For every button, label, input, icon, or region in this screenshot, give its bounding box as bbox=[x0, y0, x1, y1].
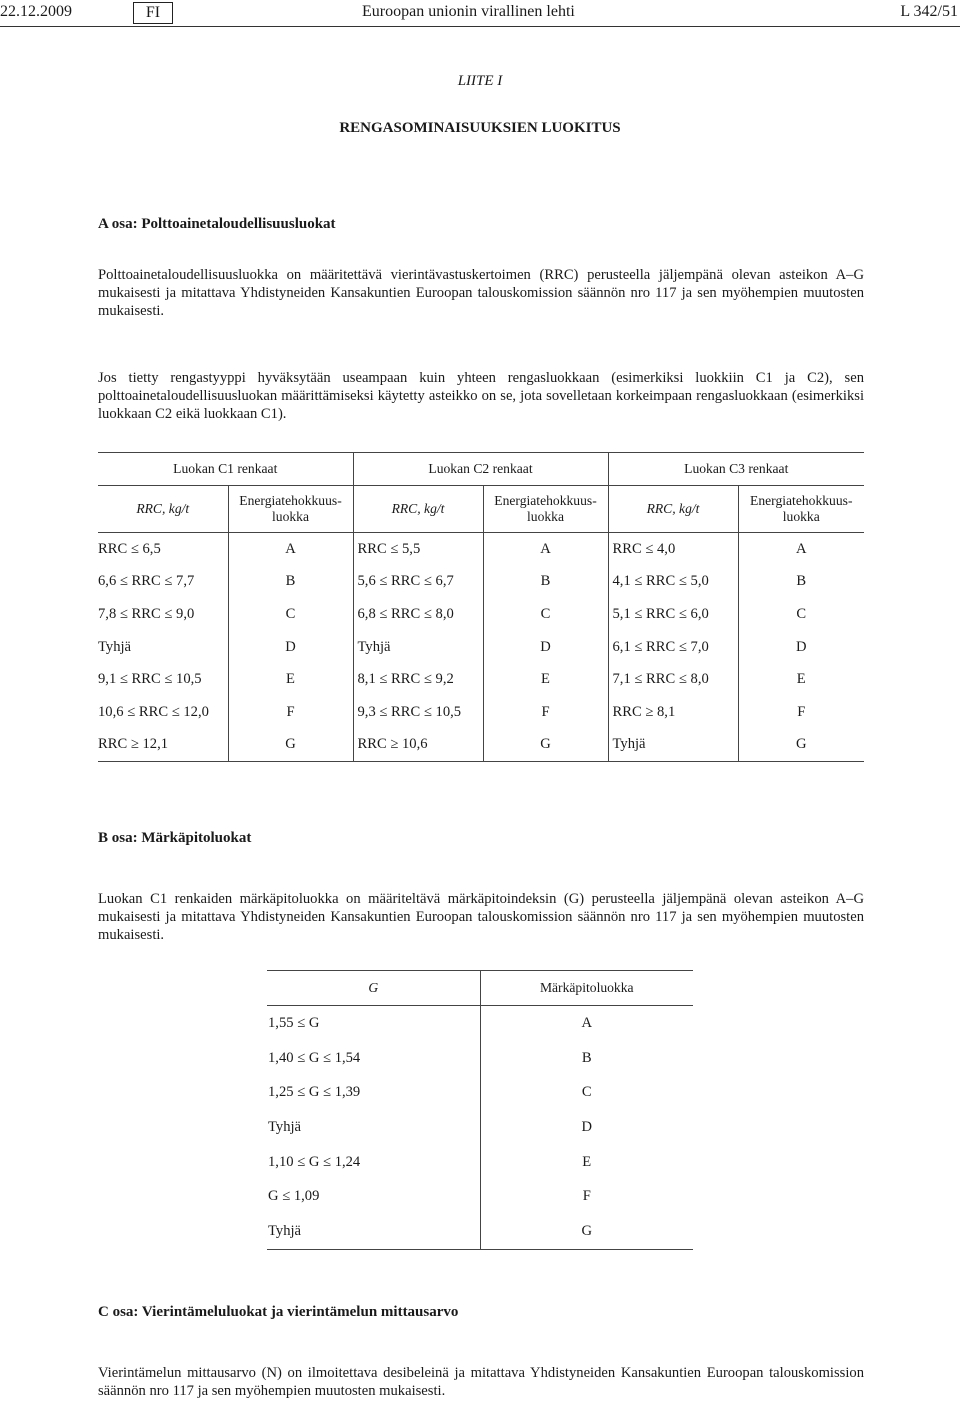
g-range-cell: 1,25 ≤ G ≤ 1,39 bbox=[268, 1084, 361, 1101]
rrc-range-cell: Tyhjä bbox=[98, 638, 132, 655]
energy-class-column-header: Energiatehokkuusluokka bbox=[228, 486, 353, 533]
part-c-paragraph: Vierintämelun mittausarvo (N) on ilmoitettava desibeleinä ja mitattava Yhdistyneiden Kansakuntien Euroopan talouskomission säännön nro 117 ja sen myöhempien muutosten mukaisesti. bbox=[98, 1365, 864, 1399]
rrc-range-cell: 8,1 ≤ RRC ≤ 9,2 bbox=[353, 663, 483, 696]
energy-class-cell: D bbox=[228, 631, 353, 664]
energy-class-cell: C bbox=[228, 598, 353, 631]
energy-class-cell: D bbox=[738, 631, 864, 664]
header-journal-title: Euroopan unionin virallinen lehti bbox=[362, 3, 575, 20]
document-title: RENGASOMINAISUUKSIEN LUOKITUS bbox=[339, 120, 621, 136]
wet-grip-class-cell: C bbox=[480, 1075, 693, 1110]
energy-class-cell: E bbox=[483, 663, 608, 696]
part-b-heading: B osa: Märkäpitoluokat bbox=[98, 830, 252, 846]
rrc-range-cell: 6,8 ≤ RRC ≤ 8,0 bbox=[353, 598, 483, 631]
g-range-cell: Tyhjä bbox=[267, 1214, 480, 1249]
rrc-range-cell: 9,1 ≤ RRC ≤ 10,5 bbox=[98, 671, 202, 688]
rrc-range-cell: 5,1 ≤ RRC ≤ 6,0 bbox=[608, 598, 738, 631]
table-row bbox=[267, 1214, 693, 1249]
energy-class-cell: F bbox=[228, 696, 353, 729]
wet-grip-class-cell: F bbox=[480, 1179, 693, 1214]
rrc-range-cell: RRC ≥ 12,1 bbox=[98, 729, 228, 762]
table-row bbox=[98, 696, 864, 729]
g-range-cell: G ≤ 1,09 bbox=[268, 1188, 320, 1205]
energy-class-cell: E bbox=[738, 663, 864, 696]
table-row bbox=[267, 1110, 693, 1145]
wet-grip-class-cell: D bbox=[480, 1110, 693, 1145]
table-row bbox=[267, 1075, 693, 1110]
rrc-range-cell: 6,1 ≤ RRC ≤ 7,0 bbox=[608, 631, 738, 664]
energy-class-cell: G bbox=[483, 729, 608, 762]
table-row bbox=[267, 1006, 693, 1041]
energy-class-cell: B bbox=[228, 566, 353, 599]
energy-class-column-header: Energiatehokkuusluokka bbox=[483, 486, 608, 533]
wet-grip-class-cell: E bbox=[480, 1145, 693, 1180]
wet-grip-class-cell: B bbox=[480, 1041, 693, 1076]
g-column-header: G bbox=[267, 971, 480, 1006]
part-c-heading: C osa: Vierintämeluluokat ja vierintämelun mittausarvo bbox=[98, 1304, 459, 1320]
rrc-column-header: RRC, kg/t bbox=[608, 486, 738, 533]
rrc-range-cell: Tyhjä bbox=[608, 729, 738, 762]
part-b-paragraph: Luokan C1 renkaiden märkäpitoluokka on määriteltävä märkäpitoindeksin (G) perusteella jäljempänä olevan asteikon A–G mukaisesti ja mitattava Yhdistyneiden Kansakuntien Euroopan talouskomission säännön nro 117 ja sen myöhempien muutosten mukaisesti. bbox=[98, 891, 864, 943]
wet-grip-class-column-header: Märkäpitoluokka bbox=[480, 971, 693, 1006]
table-row bbox=[267, 1041, 693, 1076]
wet-grip-class-cell: A bbox=[480, 1006, 693, 1041]
wet-grip-class-cell: G bbox=[480, 1214, 693, 1249]
group-c2-header: Luokan C2 renkaat bbox=[353, 453, 608, 486]
energy-class-cell: D bbox=[483, 631, 608, 664]
rrc-range-cell: RRC ≥ 8,1 bbox=[608, 696, 738, 729]
energy-class-cell: C bbox=[738, 598, 864, 631]
annex-label: LIITE I bbox=[457, 73, 503, 89]
rrc-range-cell: 4,1 ≤ RRC ≤ 5,0 bbox=[608, 566, 738, 599]
rrc-range-cell: RRC ≤ 6,5 bbox=[98, 540, 161, 557]
table-row bbox=[98, 533, 864, 566]
rrc-range-cell: RRC ≤ 4,0 bbox=[608, 533, 738, 566]
energy-class-cell: E bbox=[228, 663, 353, 696]
rrc-range-cell: 5,6 ≤ RRC ≤ 6,7 bbox=[353, 566, 483, 599]
table-row bbox=[267, 1145, 693, 1180]
rrc-class-table bbox=[98, 452, 864, 762]
energy-class-cell: F bbox=[483, 696, 608, 729]
header-language-box: FI bbox=[133, 2, 173, 24]
header-rule bbox=[0, 26, 960, 27]
energy-class-column-header: Energiatehokkuusluokka bbox=[738, 486, 864, 533]
energy-class-cell: G bbox=[738, 729, 864, 762]
g-range-cell: 1,40 ≤ G ≤ 1,54 bbox=[268, 1049, 361, 1066]
group-c1-header: Luokan C1 renkaat bbox=[98, 453, 353, 486]
header-page-number: L 342/51 bbox=[900, 3, 958, 20]
energy-class-cell: G bbox=[228, 729, 353, 762]
table-row bbox=[98, 598, 864, 631]
rrc-range-cell: 9,3 ≤ RRC ≤ 10,5 bbox=[353, 696, 483, 729]
rrc-range-cell: 7,1 ≤ RRC ≤ 8,0 bbox=[608, 663, 738, 696]
energy-class-cell: B bbox=[483, 566, 608, 599]
table-row bbox=[98, 729, 864, 762]
g-range-cell: Tyhjä bbox=[268, 1118, 302, 1135]
table-row bbox=[267, 1179, 693, 1214]
group-c3-header: Luokan C3 renkaat bbox=[608, 453, 864, 486]
rrc-column-header: RRC, kg/t bbox=[353, 486, 483, 533]
rrc-range-cell: 7,8 ≤ RRC ≤ 9,0 bbox=[98, 605, 195, 622]
g-range-cell: 1,55 ≤ G bbox=[268, 1014, 320, 1031]
part-a-paragraph-2: Jos tietty rengastyyppi hyväksytään useampaan kuin yhteen rengasluokkaan (esimerkiksi luokkiin C1 ja C2), sen polttoainetaloudellisuusluokan määrittämiseksi käytetty asteikko on se, jota sovelletaan korkeimpaan rengasluokkaan (esimerkiksi luokkaan C2 eikä luokkaan C1). bbox=[98, 370, 864, 422]
energy-class-cell: A bbox=[483, 533, 608, 566]
rrc-range-cell: RRC ≥ 10,6 bbox=[353, 729, 483, 762]
rrc-range-cell: RRC ≤ 5,5 bbox=[353, 533, 483, 566]
table-row bbox=[98, 566, 864, 599]
rrc-column-header: RRC, kg/t bbox=[98, 486, 228, 533]
table-row bbox=[98, 663, 864, 696]
energy-class-cell: B bbox=[738, 566, 864, 599]
energy-class-cell: A bbox=[738, 533, 864, 566]
energy-class-cell: A bbox=[228, 533, 353, 566]
page-header bbox=[0, 3, 960, 25]
part-a-heading: A osa: Polttoainetaloudellisuusluokat bbox=[98, 216, 336, 232]
energy-class-cell: F bbox=[738, 696, 864, 729]
rrc-range-cell: 6,6 ≤ RRC ≤ 7,7 bbox=[98, 573, 195, 590]
table-row bbox=[98, 631, 864, 664]
part-a-paragraph-1: Polttoainetaloudellisuusluokka on määritettävä vierintävastuskertoimen (RRC) perusteella jäljempänä olevan asteikon A–G mukaisesti ja mitattava Yhdistyneiden Kansakuntien Euroopan talouskomission säännön nro 117 ja sen myöhempien muutosten mukaisesti. bbox=[98, 267, 864, 319]
header-date: 22.12.2009 bbox=[0, 3, 72, 20]
g-range-cell: 1,10 ≤ G ≤ 1,24 bbox=[268, 1153, 361, 1170]
rrc-range-cell: 10,6 ≤ RRC ≤ 12,0 bbox=[98, 703, 209, 720]
rrc-range-cell: Tyhjä bbox=[353, 631, 483, 664]
energy-class-cell: C bbox=[483, 598, 608, 631]
wet-grip-table bbox=[267, 970, 693, 1250]
